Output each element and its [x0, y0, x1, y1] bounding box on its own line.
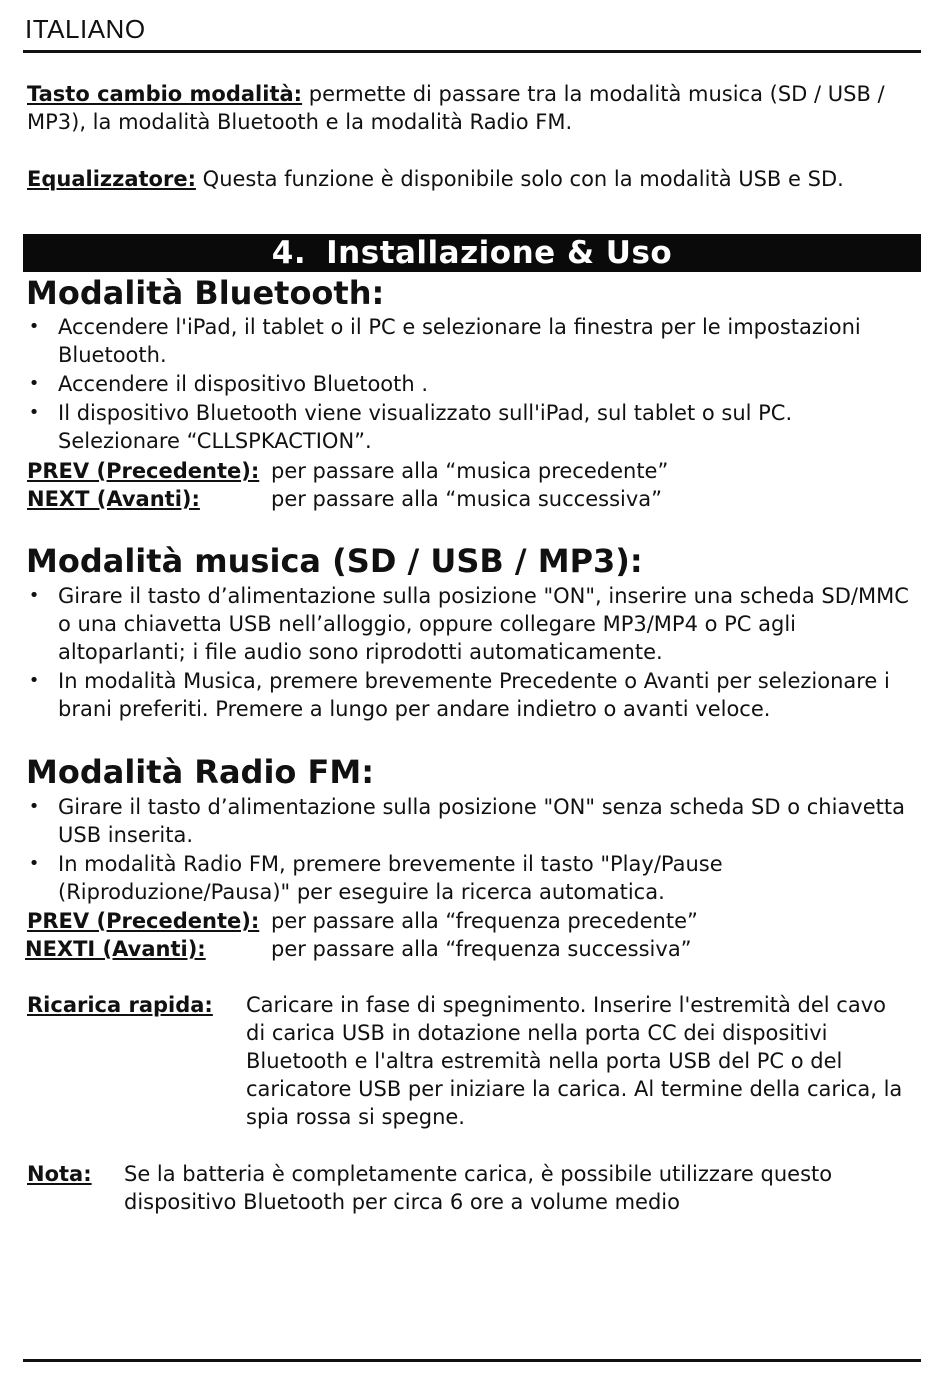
charging-text: Caricare in fase di spegnimento. Inserire l'estremità del cavo di carica USB in dotazione nella porta CC dei dispositivi Bluetooth e l'altra estremità nella porta USB del PC o del caricatore USB per iniziare la carica. Al termine della carica, la spia rossa si spegne.	[246, 993, 903, 1129]
charging-label: Ricarica rapida:	[27, 993, 213, 1017]
music-bullet-2: In modalità Musica, premere brevemente Precedente o Avanti per selezionare i brani preferiti. Premere a lungo per andare indietro o avanti veloce.	[58, 669, 890, 721]
section-number: 4.	[271, 235, 307, 271]
radio-bullet-2: In modalità Radio FM, premere brevemente il tasto "Play/Pause (Riproduzione/Pausa)" per eseguire la ricerca automatica.	[58, 852, 723, 904]
bullet-dot: •	[28, 670, 40, 691]
language-header: ITALIANO	[25, 14, 146, 44]
list-item	[27, 850, 917, 906]
radio-list	[27, 793, 917, 907]
next-text: per passare alla “musica successiva”	[271, 487, 663, 511]
charging-block	[27, 991, 907, 1131]
next-label: NEXT (Avanti):	[27, 487, 200, 511]
bluetooth-bullet-1: Accendere l'iPad, il tablet o il PC e selezionare la finestra per le impostazioni Bluetooth.	[58, 315, 861, 367]
section-title: Installazione & Uso	[326, 235, 673, 271]
music-mode-title: Modalità musica (SD / USB / MP3):	[26, 542, 643, 580]
mode-key-text: permette di passare tra la modalità musica (SD / USB / MP3), la modalità Bluetooth e la modalità Radio FM.	[27, 82, 885, 134]
equalizer-text: Questa funzione è disponibile solo con la modalità USB e SD.	[195, 167, 844, 191]
bluetooth-list	[27, 313, 917, 456]
header-divider	[23, 50, 921, 53]
bluetooth-bullet-3: Il dispositivo Bluetooth viene visualizzato sull'iPad, sul tablet o sul PC. Selezionare “CLLSPKACTION”.	[58, 401, 793, 453]
list-item	[27, 667, 917, 723]
next-text: per passare alla “frequenza successiva”	[271, 937, 692, 961]
list-item	[27, 370, 917, 398]
list-item	[27, 793, 917, 849]
section-heading	[23, 234, 921, 272]
footer-divider	[23, 1359, 921, 1362]
prev-label: PREV (Precedente):	[27, 909, 260, 933]
bullet-dot: •	[28, 373, 40, 394]
note-label: Nota:	[27, 1162, 92, 1186]
bullet-dot: •	[28, 853, 40, 874]
prev-text: per passare alla “musica precedente”	[271, 459, 669, 483]
bluetooth-mode-title: Modalità Bluetooth:	[26, 274, 385, 312]
note-text: Se la batteria è completamente carica, è possibile utilizzare questo dispositivo Bluetooth per circa 6 ore a volume medio	[124, 1162, 833, 1214]
list-item	[27, 313, 917, 369]
mode-key-paragraph	[27, 80, 907, 136]
next-label: NEXTI (Avanti):	[25, 937, 206, 961]
bullet-dot: •	[28, 316, 40, 337]
note-block	[27, 1160, 907, 1216]
music-list	[27, 582, 917, 724]
radio-bullet-1: Girare il tasto d’alimentazione sulla posizione "ON" senza scheda SD o chiavetta USB inserita.	[58, 795, 905, 847]
equalizer-paragraph	[27, 165, 907, 193]
radio-mode-title: Modalità Radio FM:	[26, 753, 375, 791]
prev-label: PREV (Precedente):	[27, 459, 260, 483]
list-item	[27, 399, 917, 455]
bullet-dot: •	[28, 402, 40, 423]
bullet-dot: •	[28, 796, 40, 817]
bullet-dot: •	[28, 585, 40, 606]
music-bullet-1: Girare il tasto d’alimentazione sulla posizione "ON", inserire una scheda SD/MMC o una chiavetta USB nell’alloggio, oppure collegare MP3/MP4 o PC agli altoparlanti; i file audio sono riprodotti automaticamente.	[58, 584, 909, 664]
bluetooth-bullet-2: Accendere il dispositivo Bluetooth .	[58, 372, 429, 396]
prev-text: per passare alla “frequenza precedente”	[271, 909, 698, 933]
equalizer-label: Equalizzatore:	[27, 167, 196, 191]
mode-key-label: Tasto cambio modalità:	[27, 82, 303, 106]
list-item	[27, 582, 917, 666]
